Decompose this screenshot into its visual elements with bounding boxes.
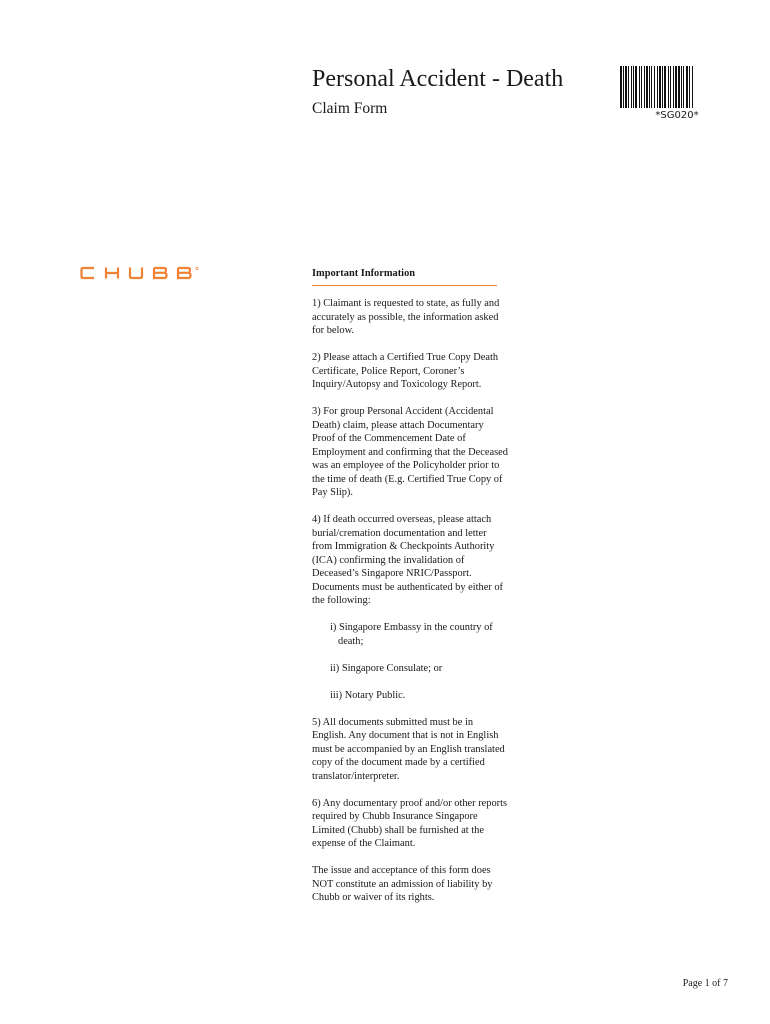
info-item: 2) Please attach a Certified True Copy Death Certificate, Police Report, Coroner’s Inquiry/Autopsy and Toxicology Report. [312, 352, 499, 390]
page-title: Personal Accident - Death [312, 66, 564, 92]
barcode [620, 66, 734, 122]
info-item: 3) For group Personal Accident (Accidental Death) claim, please attach Documentary Proof of the Commencement Date of Employment and confirming that the Deceased was an employee of the Policyholder prior to the time of death (E.g. Certified True Copy of Pay Slip). [312, 406, 508, 498]
info-disclaimer: The issue and acceptance of this form does NOT constitute an admission of liability by Chubb or waiver of its rights. [312, 865, 493, 903]
chubb-logo [80, 266, 202, 280]
barcode-text: *SG020* [655, 110, 699, 121]
page-number: Page 1 of 7 [682, 978, 728, 989]
info-sub-item: iii) Notary Public. [330, 689, 406, 701]
info-item: 4) If death occurred overseas, please attach burial/cremation documentation and letter from Immigration & Checkpoints Authority (ICA) confirming the invalidation of Deceased’s Singapore NRIC/Passport. Documents must be authenticated by either of the following: [312, 514, 504, 606]
info-item: 6) Any documentary proof and/or other reports required by Chubb Insurance Singapore Limited (Chubb) shall be furnished at the expense of the Claimant. [312, 797, 508, 849]
barcode-bars [620, 66, 732, 108]
info-sub-item: ii) Singapore Consulate; or [330, 662, 443, 674]
important-information-heading: Important Information [312, 267, 497, 286]
info-item: 1) Claimant is requested to state, as fully and accurately as possible, the information asked for below. [312, 298, 500, 336]
info-sub-item: i) Singapore Embassy in the country of death; [330, 622, 493, 647]
important-information [312, 267, 508, 918]
important-information-body [312, 297, 508, 905]
info-item: 5) All documents submitted must be in English. Any document that is not in English must be accompanied by an English translated copy of the document made by a certified translator/interpreter. [312, 716, 505, 782]
page-subtitle: Claim Form [312, 100, 388, 117]
